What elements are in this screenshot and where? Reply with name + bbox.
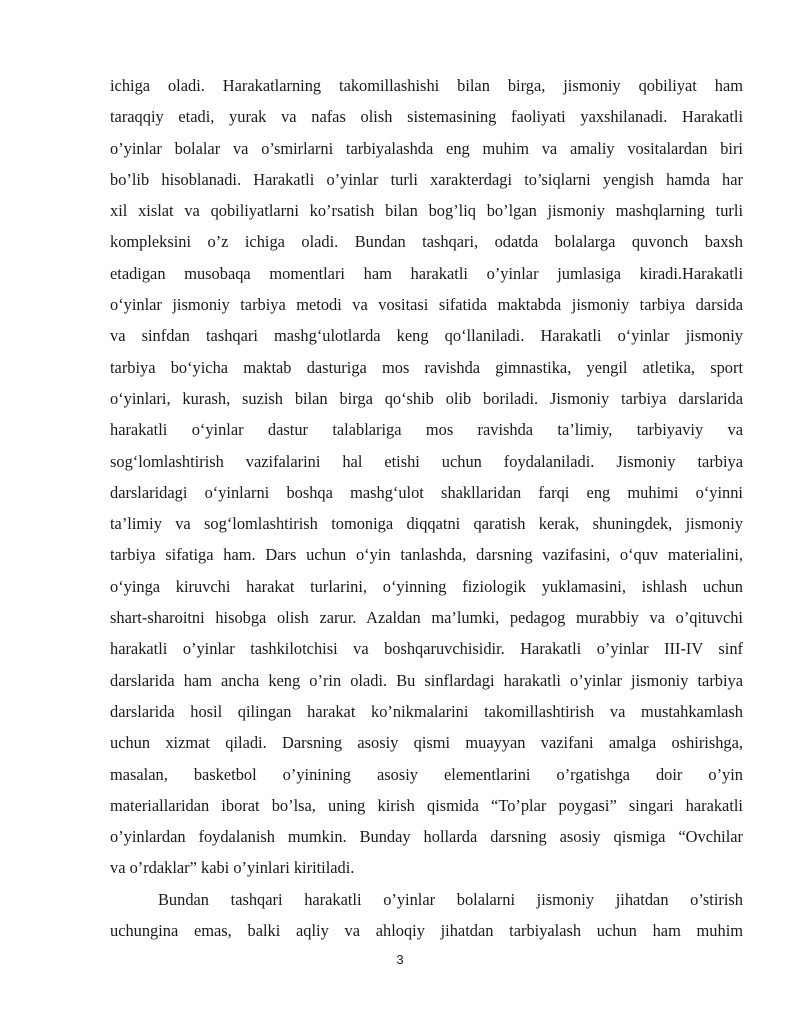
text-line: Bundan tashqari harakatli o’yinlar bolalarni jismoniy jihatdan o’stirish	[158, 889, 743, 909]
text-line: darslarida hosil qilingan harakat ko’nikmalarini takomillashtirish va mustahkamlash	[110, 701, 743, 721]
text-line: o’yinlar bolalar va o’smirlarni tarbiyalashda eng muhim va amaliy vositalardan biri	[110, 138, 743, 158]
text-line: harakatli o‘yinlar dastur talablariga mos ravishda ta’limiy, tarbiyaviy va	[110, 420, 743, 440]
text-line: va sinfdan tashqari mashg‘ulotlarda keng qo‘llaniladi. Harakatli o‘yinlar jismoniy	[110, 326, 743, 346]
text-line: o‘yinlari, kurash, suzish bilan birga qo‘shib olib boriladi. Jismoniy tarbiya darslarida	[110, 388, 743, 408]
text-line: uchun xizmat qiladi. Darsning asosiy qismi muayyan vazifani amalga oshirishga,	[110, 733, 743, 753]
text-line: xil xislat va qobiliyatlarni ko’rsatish bilan bog’liq bo’lgan jismoniy mashqlarning turli	[110, 201, 743, 221]
text-line: tarbiya bo‘yicha maktab dasturiga mos ravishda gimnastika, yengil atletika, sport	[110, 357, 743, 377]
text-line: o‘yinlar jismoniy tarbiya metodi va vositasi sifatida maktabda jismoniy tarbiya darsida	[110, 295, 743, 315]
text-line: taraqqiy etadi, yurak va nafas olish sistemasining faoliyati yaxshilanadi. Harakatli	[110, 107, 743, 127]
text-line: darslarida ham ancha keng o’rin oladi. Bu sinflardagi harakatli o’yinlar jismoniy tarbiya	[110, 670, 743, 690]
text-line: o’yinlardan foydalanish mumkin. Bunday hollarda darsning asosiy qismiga “Ovchilar	[110, 827, 743, 847]
text-line: masalan, basketbol o’yinining asosiy elementlarini o’rgatishga doir o’yin	[110, 764, 743, 784]
text-line: uchungina emas, balki aqliy va ahloqiy jihatdan tarbiyalash uchun ham muhim	[110, 921, 743, 941]
text-line: ta’limiy va sog‘lomlashtirish tomoniga diqqatni qaratish kerak, shuningdek, jismoniy	[110, 514, 743, 534]
text-line: va o’rdaklar” kabi o’yinlari kiritiladi.	[110, 858, 355, 878]
body-text	[110, 70, 743, 946]
text-line: darslaridagi o‘yinlarni boshqa mashg‘ulot shakllaridan farqi eng muhimi o‘yinni	[110, 482, 743, 502]
page-number: 3	[396, 952, 404, 967]
text-line: o‘yinga kiruvchi harakat turlarini, o‘yinning fiziologik yuklamasini, ishlash uchun	[110, 576, 743, 596]
text-line: etadigan musobaqa momentlari ham harakatli o’yinlar jumlasiga kiradi.Harakatli	[110, 263, 743, 283]
text-line: tarbiya sifatiga ham. Dars uchun o‘yin tanlashda, darsning vazifasini, o‘quv materialini,	[110, 545, 743, 565]
text-line: harakatli o’yinlar tashkilotchisi va boshqaruvchisidir. Harakatli o’yinlar III-IV sinf	[110, 639, 743, 659]
text-line: ichiga oladi. Harakatlarning takomillashishi bilan birga, jismoniy qobiliyat ham	[110, 76, 743, 95]
text-line: materiallaridan iborat bo’lsa, uning kirish qismida “To’plar poygasi” singari harakatli	[110, 795, 743, 815]
text-line: sog‘lomlashtirish vazifalarini hal etishi uchun foydalaniladi. Jismoniy tarbiya	[110, 451, 743, 471]
text-line: kompleksini o’z ichiga oladi. Bundan tashqari, odatda bolalarga quvonch baxsh	[110, 232, 743, 252]
text-line: bo’lib hisoblanadi. Harakatli o’yinlar turli xarakterdagi to’siqlarni yengish hamda har	[110, 169, 743, 189]
text-line: shart-sharoitni hisobga olish zarur. Azaldan ma’lumki, pedagog murabbiy va o’qituvchi	[110, 608, 743, 628]
